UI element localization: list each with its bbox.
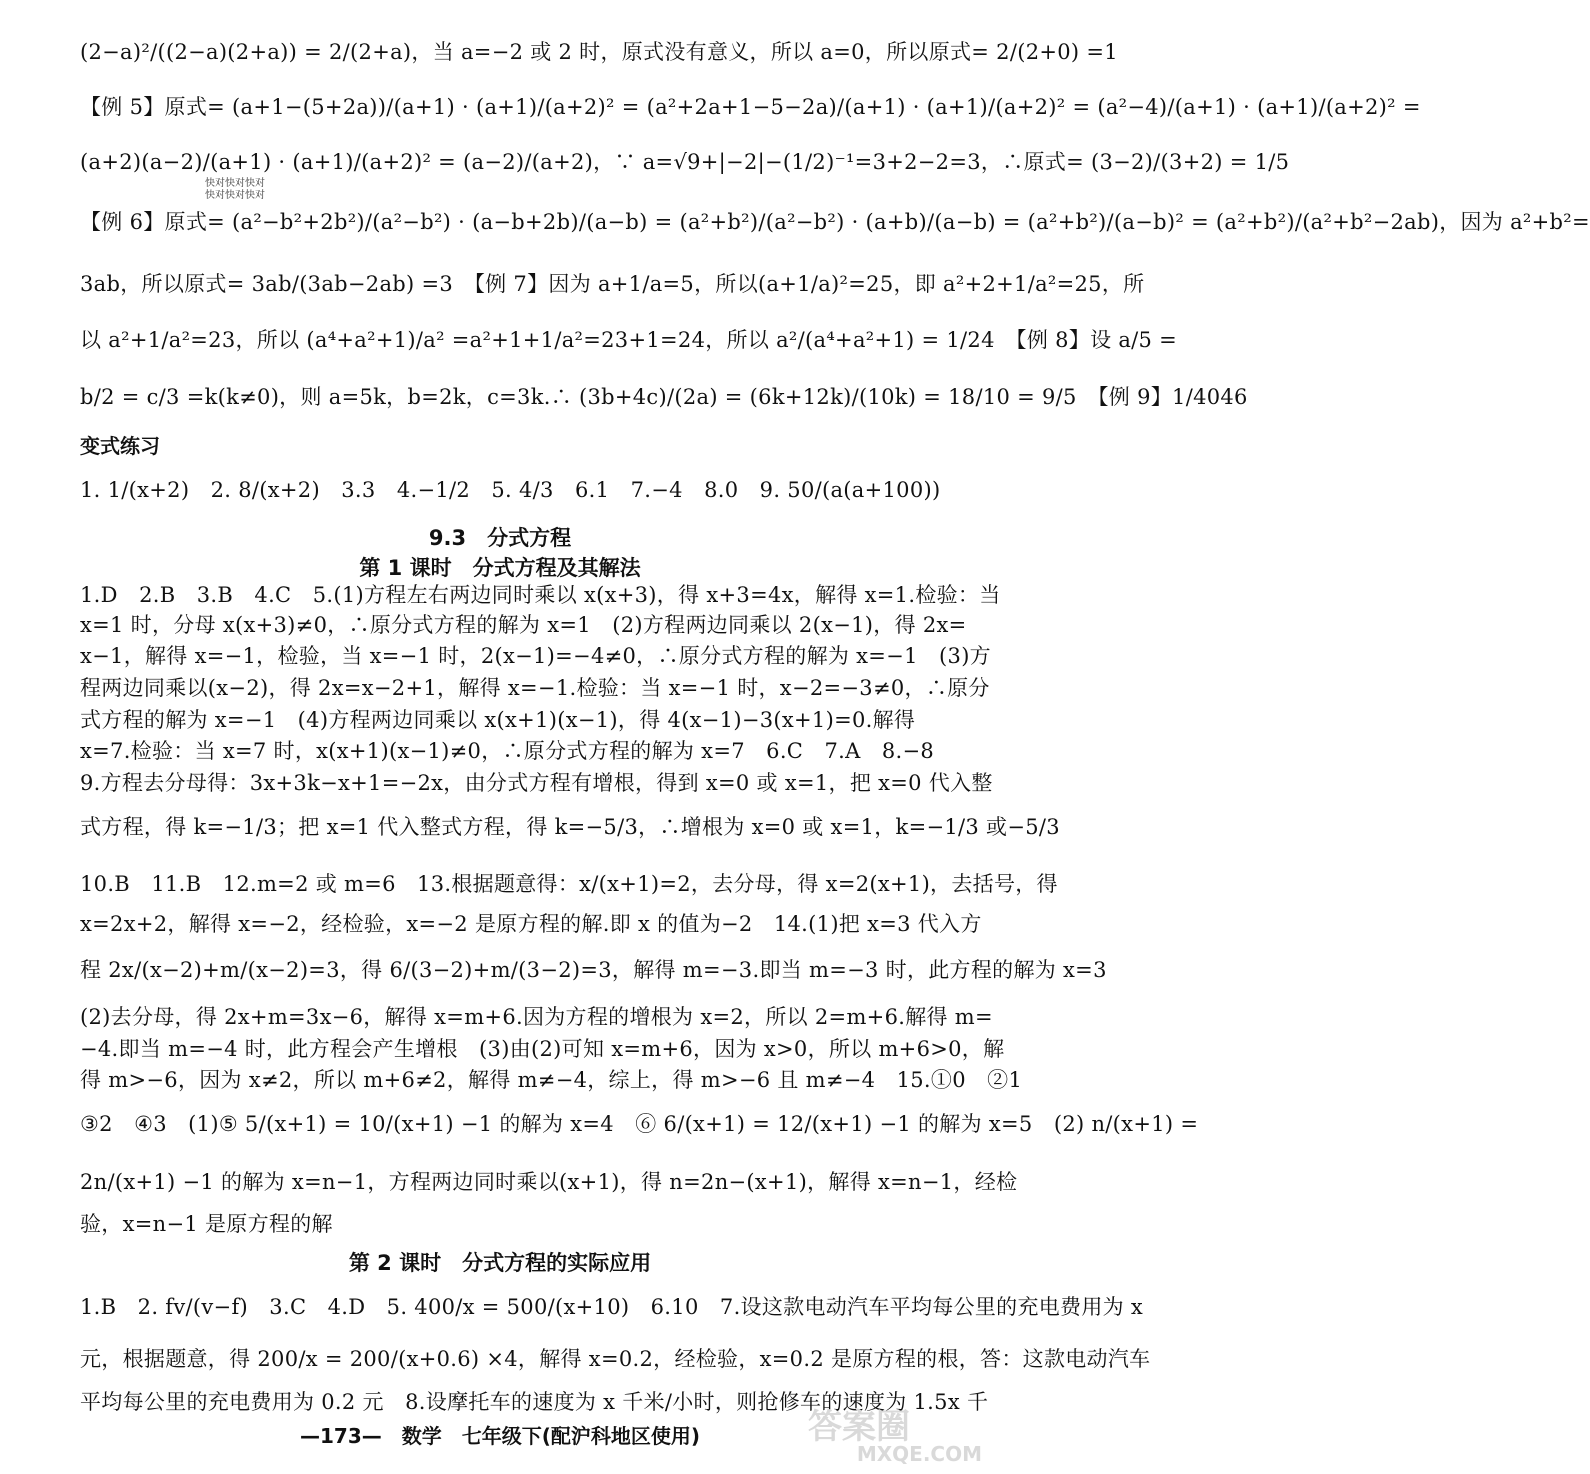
lesson2-heading: 第 2 课时 分式方程的实际应用 <box>348 1251 652 1275</box>
answer-line-25: 验，x=n−1 是原方程的解 <box>80 1212 333 1236</box>
answer-line-28: 平均每公里的充电费用为 0.2 元 8.设摩托车的速度为 x 千米/小时，则抢修车的速度为 1.5x 千 <box>80 1390 989 1414</box>
answer-line-7: b/2 = c/3 =k(k≠0)，则 a=5k，b=2k，c=3k.∴ (3b+4c)/(2a) = (6k+12k)/(10k) = 18/10 = 9/5 【例 9】1/4046 <box>80 385 1248 409</box>
answer-line-1: (2−a)²/((2−a)(2+a)) = 2/(2+a)，当 a=−2 或 2 时，原式没有意义，所以 a=0，所以原式= 2/(2+0) =1 <box>80 40 1118 64</box>
answer-line-11: x−1，解得 x=−1，检验，当 x=−1 时，2(x−1)=−4≠0，∴原分式方程的解为 x=−1 (3)方 <box>80 644 991 668</box>
watermark-logo: 答案圈 MXQE.COM <box>808 1407 982 1466</box>
answer-line-12: 程两边同乘以(x−2)，得 2x=x−2+1，解得 x=−1.检验：当 x=−1 时，x−2=−3≠0，∴原分 <box>80 676 990 700</box>
answer-line-16: 式方程，得 k=−1/3；把 x=1 代入整式方程，得 k=−5/3，∴增根为 x=0 或 x=1，k=−1/3 或−5/3 <box>80 815 1060 839</box>
answer-line-10: x=1 时，分母 x(x+3)≠0，∴原分式方程的解为 x=1 (2)方程两边同乘以 2(x−1)，得 2x= <box>80 613 967 637</box>
answer-line-23: ③2 ④3 (1)⑤ 5/(x+1) = 10/(x+1) −1 的解为 x=4 ⑥ 6/(x+1) = 12/(x+1) −1 的解为 x=5 (2) n/(x+1) = <box>80 1112 1199 1136</box>
answer-line-18: x=2x+2，解得 x=−2，经检验，x=−2 是原方程的解.即 x 的值为−2 14.(1)把 x=3 代入方 <box>80 912 982 936</box>
lesson1-heading: 第 1 课时 分式方程及其解法 <box>359 556 641 580</box>
answer-line-8: 1. 1/(x+2) 2. 8/(x+2) 3.3 4.−1/2 5. 4/3 6.1 7.−4 8.0 9. 50/(a(a+100)) <box>80 478 941 502</box>
answer-line-6: 以 a²+1/a²=23，所以 (a⁴+a²+1)/a² =a²+1+1/a²=23+1=24，所以 a²/(a⁴+a²+1) = 1/24 【例 8】设 a/5 = <box>80 328 1178 352</box>
answer-line-15: 9.方程去分母得：3x+3k−x+1=−2x，由分式方程有增根，得到 x=0 或 x=1，把 x=0 代入整 <box>80 771 993 795</box>
answer-line-21: −4.即当 m=−4 时，此方程会产生增根 (3)由(2)可知 x=m+6，因为 x>0，所以 m+6>0，解 <box>80 1037 1005 1061</box>
answer-line-14: x=7.检验：当 x=7 时，x(x+1)(x−1)≠0，∴原分式方程的解为 x=7 6.C 7.A 8.−8 <box>80 739 935 763</box>
handwritten-stamp: 快对快对快对 快对快对快对 <box>205 178 265 201</box>
section-heading: 9.3 分式方程 <box>428 526 572 550</box>
answer-line-20: (2)去分母，得 2x+m=3x−6，解得 x=m+6.因为方程的增根为 x=2，所以 2=m+6.解得 m= <box>80 1005 993 1029</box>
answer-line-27: 元，根据题意，得 200/x = 200/(x+0.6) ×4，解得 x=0.2，经检验，x=0.2 是原方程的根，答：这款电动汽车 <box>80 1347 1151 1371</box>
answer-line-19: 程 2x/(x−2)+m/(x−2)=3，得 6/(3−2)+m/(3−2)=3，解得 m=−3.即当 m=−3 时，此方程的解为 x=3 <box>80 958 1107 982</box>
answer-line-4: 【例 6】原式= (a²−b²+2b²)/(a²−b²) · (a−b+2b)/(a−b) = (a²+b²)/(a²−b²) · (a+b)/(a−b) = (a²+b²)/(a−b)² = (a²+b²)/(a²+b²−2ab)，因为 a²+b²= <box>80 210 1590 234</box>
answer-line-9: 1.D 2.B 3.B 4.C 5.(1)方程左右两边同时乘以 x(x+3)，得 x+3=4x，解得 x=1.检验：当 <box>80 583 1001 607</box>
answer-line-24: 2n/(x+1) −1 的解为 x=n−1，方程两边同时乘以(x+1)，得 n=2n−(x+1)，解得 x=n−1，经检 <box>80 1170 1018 1194</box>
answer-line-13: 式方程的解为 x=−1 (4)方程两边同乘以 x(x+1)(x−1)，得 4(x−1)−3(x+1)=0.解得 <box>80 708 916 732</box>
answer-line-3: (a+2)(a−2)/(a+1) · (a+1)/(a+2)² = (a−2)/(a+2)，∵ a=√9+|−2|−(1/2)⁻¹=3+2−2=3，∴原式= (3−2)/(3+2) = 1/5 <box>80 150 1290 174</box>
answer-line-5: 3ab，所以原式= 3ab/(3ab−2ab) =3 【例 7】因为 a+1/a=5，所以(a+1/a)²=25，即 a²+2+1/a²=25，所 <box>80 272 1145 296</box>
answer-line-2: 【例 5】原式= (a+1−(5+2a))/(a+1) · (a+1)/(a+2)² = (a²+2a+1−5−2a)/(a+1) · (a+1)/(a+2)² = (a²−4)/(a+1) · (a+1)/(a+2)² = <box>80 95 1421 119</box>
variant-practice-label: 变式练习 <box>80 434 160 458</box>
answer-line-17: 10.B 11.B 12.m=2 或 m=6 13.根据题意得：x/(x+1)=2，去分母，得 x=2(x+1)，去括号，得 <box>80 872 1058 896</box>
answer-line-26: 1.B 2. fv/(v−f) 3.C 4.D 5. 400/x = 500/(x+10) 6.10 7.设这款电动汽车平均每公里的充电费用为 x <box>80 1295 1144 1319</box>
page-footer: —173— 数学 七年级下(配沪科地区使用) <box>299 1424 701 1448</box>
answer-line-22: 得 m>−6，因为 x≠2，所以 m+6≠2，解得 m≠−4，综上，得 m>−6 且 m≠−4 15.①0 ②1 <box>80 1068 1023 1092</box>
